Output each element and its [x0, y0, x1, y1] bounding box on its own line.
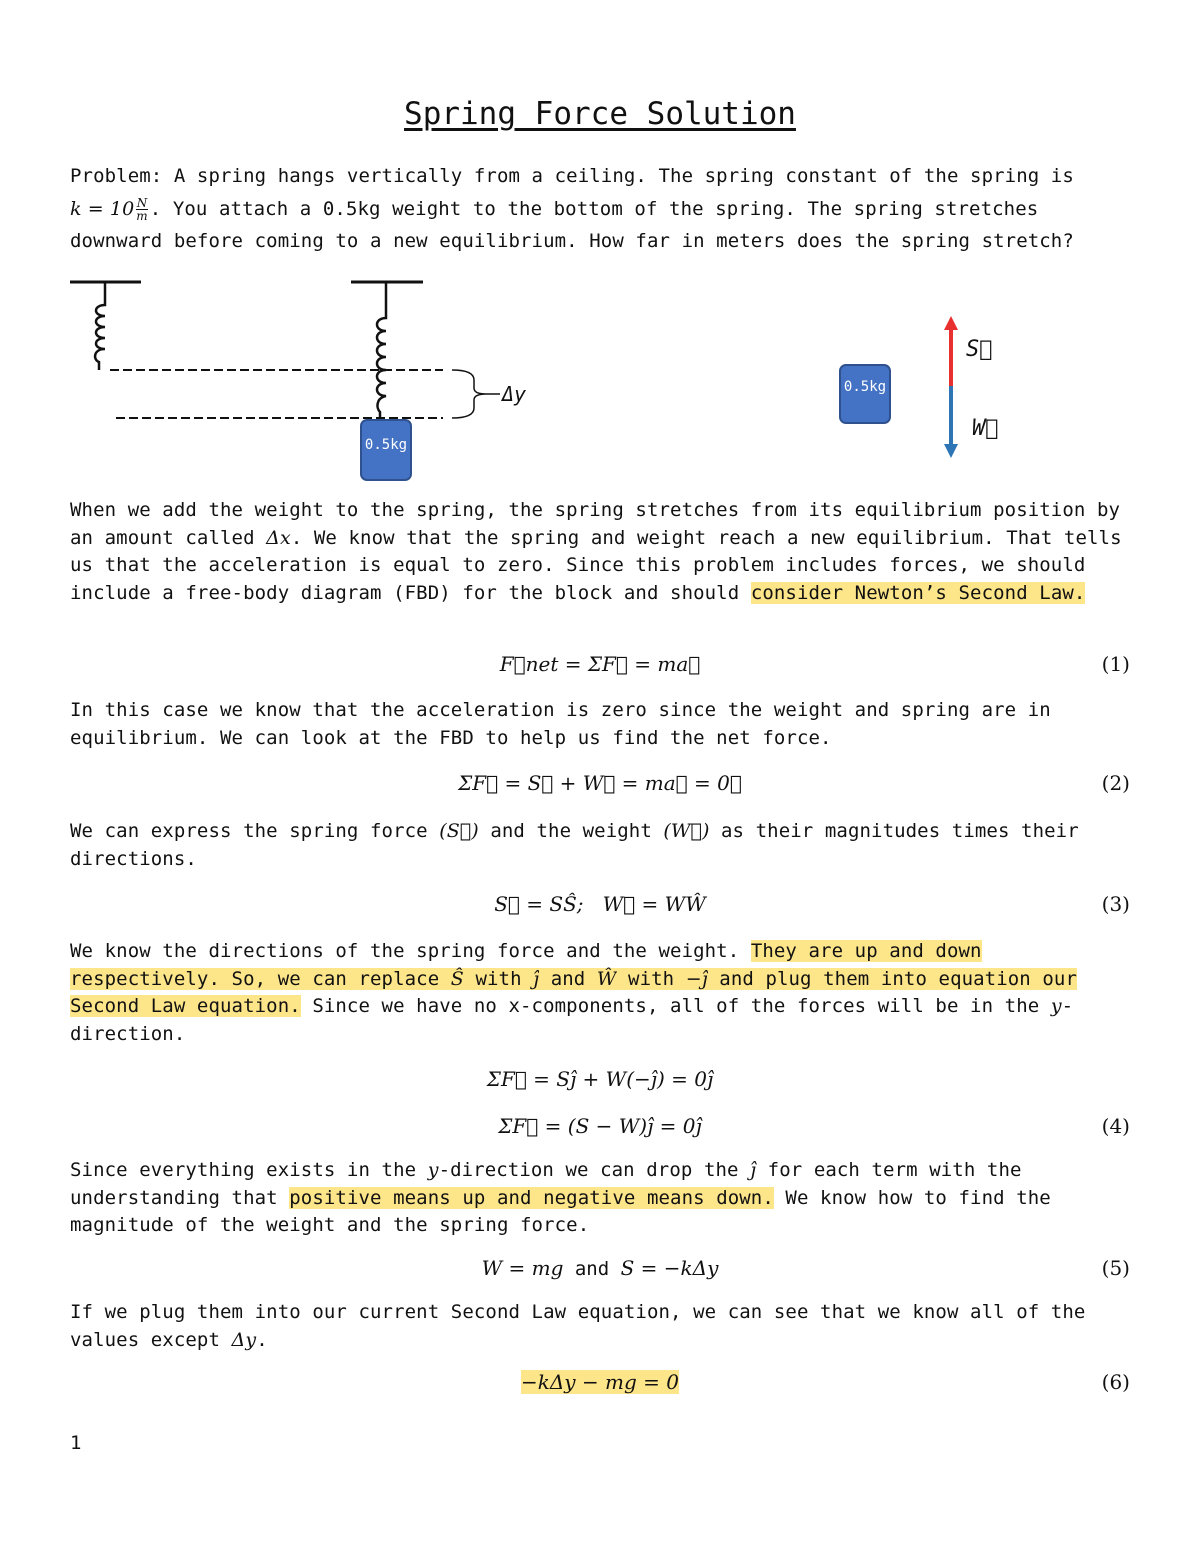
para4-highlight-3: and	[539, 967, 597, 990]
equation-4-number: (4)	[1101, 1114, 1130, 1138]
paragraph-1	[70, 497, 1130, 607]
para5-text-c: for each term with the understanding that	[70, 1159, 1022, 1209]
para3-text-e: as their magnitudes times their directions.	[70, 820, 1079, 870]
delta-y-label: Δy	[502, 382, 527, 406]
equation-2-number: (2)	[1101, 771, 1130, 795]
para5-math-j-hat: ĵ	[750, 1159, 757, 1181]
para5-text-a: Since everything exists in the	[70, 1159, 428, 1181]
para4-highlight-2: with	[463, 967, 534, 990]
equation-6-highlight: −kΔy − mg = 0	[520, 1370, 680, 1394]
equation-6	[70, 1370, 1130, 1400]
spring-force-vector-label: S⃗	[966, 337, 993, 362]
unit-fraction	[136, 197, 147, 222]
para5-highlight: positive means up and negative means down.	[289, 1186, 774, 1209]
equation-5-and: and	[563, 1258, 621, 1280]
spring-left	[95, 282, 105, 370]
equation-2	[70, 771, 1130, 801]
para5-text-d: We know how to find the magnitude of the weight and the spring force.	[70, 1186, 1051, 1236]
spring-right	[377, 282, 386, 420]
unit-denominator: m	[136, 208, 148, 223]
paragraph-3	[70, 818, 1130, 873]
equation-5-number: (5)	[1101, 1256, 1130, 1280]
para6-text-a: If we plug them into our current Second Law equation, we can see that we know all of the values except	[70, 1301, 1086, 1351]
problem-line-1: Problem: A spring hangs vertically from a ceiling. The spring constant of the spring is	[70, 165, 1074, 187]
equation-3-number: (3)	[1101, 892, 1130, 916]
spring-constant-value: k = 10	[70, 197, 135, 220]
para5-math-y: y	[427, 1159, 439, 1181]
page-title: Spring Force Solution	[404, 96, 796, 132]
equation-3	[70, 892, 1130, 922]
delta-brace	[452, 370, 486, 418]
equation-2-body: ΣF⃗ = S⃗ + W⃗ = ma⃗ = 0⃗	[458, 771, 742, 795]
para6-math-delta-y: Δy	[231, 1328, 257, 1351]
equation-5-body	[70, 1256, 1130, 1280]
page-number: 1	[70, 1432, 82, 1454]
para4-highlight-4: with	[616, 967, 686, 990]
para4-text-b: Since we have no x-components, all of the forces will be in the	[300, 995, 1051, 1017]
problem-line-3: downward before coming to a new equilibrium. How far in meters does the spring stretch?	[70, 230, 1074, 252]
para3-math-w: (W⃗)	[663, 820, 710, 842]
problem-statement	[70, 160, 1130, 258]
para5-text-b: -direction we can drop the	[438, 1159, 751, 1181]
para3-math-s: (S⃗)	[439, 820, 479, 842]
spring-force-arrowhead	[944, 316, 958, 330]
para1-math-delta-x: Δx	[266, 526, 291, 549]
para4-math-neg-j-hat: −ĵ	[685, 967, 708, 990]
para4-highlight-1: They are up and down respectively. So, we can replace	[70, 940, 982, 990]
equation-5-spring: S = −kΔy	[620, 1256, 719, 1280]
para3-text-c: and the weight	[478, 820, 664, 842]
equation-6-body	[70, 1370, 1130, 1394]
para4-highlight-5: and plug them into equation our Second Law equation.	[70, 967, 1077, 1017]
equation-1	[70, 652, 1130, 682]
weight-arrowhead	[944, 444, 958, 458]
spring-diagram	[0, 270, 1200, 485]
equation-4b-body: ΣF⃗ = (S − W)ĵ = 0ĵ	[498, 1114, 702, 1138]
paragraph-2: In this case we know that the acceleration is zero since the weight and spring are in equilibrium. We can look at the FBD to help us find the net force.	[70, 699, 1051, 749]
equation-4a	[70, 1067, 1130, 1097]
weight-vector-label: W⃗	[972, 416, 999, 441]
unit-numerator: N	[136, 195, 148, 210]
equation-4b	[70, 1114, 1130, 1144]
equation-5-weight: W = mg	[481, 1256, 564, 1280]
equation-1-body: F⃗net = ΣF⃗ = ma⃗	[499, 652, 701, 676]
para4-math-w-hat: Ŵ	[596, 967, 617, 990]
paragraph-5	[70, 1157, 1130, 1240]
paragraph-6	[70, 1299, 1130, 1354]
equation-1-number: (1)	[1101, 652, 1130, 676]
equation-4a-body: ΣF⃗ = Sĵ + W(−ĵ) = 0ĵ	[486, 1067, 714, 1091]
para6-text-b: .	[256, 1328, 268, 1351]
equation-6-number: (6)	[1101, 1370, 1130, 1394]
fbd-block-label: 0.5kg	[843, 379, 887, 395]
para4-math-y: y	[1050, 995, 1062, 1017]
equation-5	[70, 1256, 1130, 1286]
para1-text-a: When we add the weight to the spring, the spring stretches from its equilibrium position by an amount called	[70, 499, 1121, 549]
equation-3-body: S⃗ = SŜ; W⃗ = WŴ	[494, 892, 706, 916]
para4-text-c: -direction.	[70, 995, 1074, 1045]
para3-text-a: We can express the spring force	[70, 820, 440, 842]
hanging-block-label: 0.5kg	[364, 437, 408, 453]
problem-line-2: . You attach a 0.5kg weight to the bottom of the spring. The spring stretches	[149, 197, 1039, 220]
para4-math-j-hat: ĵ	[533, 967, 540, 990]
para1-text-c: . We know that the spring and weight reach a new equilibrium. That tells us that the acceleration is equal to zero. Since this problem includes forces, we should include a free-body diagram (FBD) for the block and should	[70, 526, 1122, 604]
para1-highlight: consider Newton’s Second Law.	[750, 581, 1086, 604]
paragraph-4	[70, 938, 1130, 1048]
para4-text-a: We know the directions of the spring force and the weight.	[70, 940, 751, 962]
para4-math-s-hat: Ŝ	[450, 967, 464, 990]
